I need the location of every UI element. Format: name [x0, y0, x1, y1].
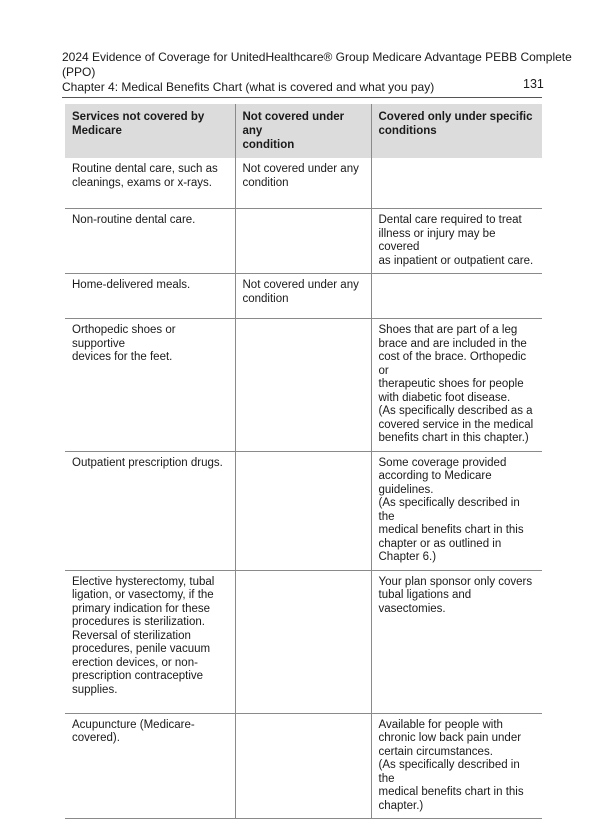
cell-specific: [371, 274, 542, 319]
table-row: [65, 570, 542, 713]
cell-service: Non-routine dental care.: [65, 209, 235, 274]
chapter-title: Chapter 4: Medical Benefits Chart (what is covered and what you pay): [62, 80, 435, 94]
column-header-specific-conditions: Covered only under specific conditions: [371, 104, 542, 158]
table-row: [65, 274, 542, 319]
table-row: [65, 451, 542, 570]
cell-service: Routine dental care, such as cleanings, exams or x-rays.: [65, 158, 235, 209]
table-row: [65, 209, 542, 274]
cell-not-covered: [235, 570, 371, 713]
column-header-services: Services not covered by Medicare: [65, 104, 235, 158]
table-row: [65, 319, 542, 452]
column-header-not-covered: Not covered under any condition: [235, 104, 371, 158]
cell-not-covered: Not covered under any condition: [235, 158, 371, 209]
table-row: [65, 158, 542, 209]
cell-specific: Shoes that are part of a leg brace and are included in the cost of the brace. Orthopedic or therapeutic shoes for people with diabetic foot disease. (As specifically described as a covered service in the medical benefits chart in this chapter.): [371, 319, 542, 452]
table-header-row: [65, 104, 542, 158]
cell-not-covered: [235, 713, 371, 819]
cell-service: Orthopedic shoes or supportive devices for the feet.: [65, 319, 235, 452]
document-header: [62, 50, 572, 95]
cell-service: Acupuncture (Medicare- covered).: [65, 713, 235, 819]
cell-specific: [371, 158, 542, 209]
header-title: 2024 Evidence of Coverage for UnitedHealthcare® Group Medicare Advantage PEBB Complete: [62, 50, 572, 64]
benefits-exclusions-table: [65, 104, 542, 819]
cell-service: Home-delivered meals.: [65, 274, 235, 319]
header-title-continued: (PPO): [62, 65, 96, 79]
header-divider: [62, 97, 542, 98]
cell-not-covered: [235, 451, 371, 570]
cell-specific: Some coverage provided according to Medicare guidelines. (As specifically described in the medical benefits chart in this chapter or as outlined in Chapter 6.): [371, 451, 542, 570]
table-row: [65, 713, 542, 819]
cell-not-covered: [235, 209, 371, 274]
cell-service: Elective hysterectomy, tubal ligation, or vasectomy, if the primary indication for these procedures is sterilization. Reversal of sterilization procedures, penile vacuum erection devices, or non- prescription contraceptive supplies.: [65, 570, 235, 713]
cell-not-covered: Not covered under any condition: [235, 274, 371, 319]
cell-specific: Available for people with chronic low back pain under certain circumstances. (As specifically described in the medical benefits chart in this chapter.): [371, 713, 542, 819]
cell-specific: Your plan sponsor only covers tubal ligations and vasectomies.: [371, 570, 542, 713]
cell-service: Outpatient prescription drugs.: [65, 451, 235, 570]
cell-not-covered: [235, 319, 371, 452]
cell-specific: Dental care required to treat illness or injury may be covered as inpatient or outpatient care.: [371, 209, 542, 274]
page-number: 131: [523, 77, 544, 91]
